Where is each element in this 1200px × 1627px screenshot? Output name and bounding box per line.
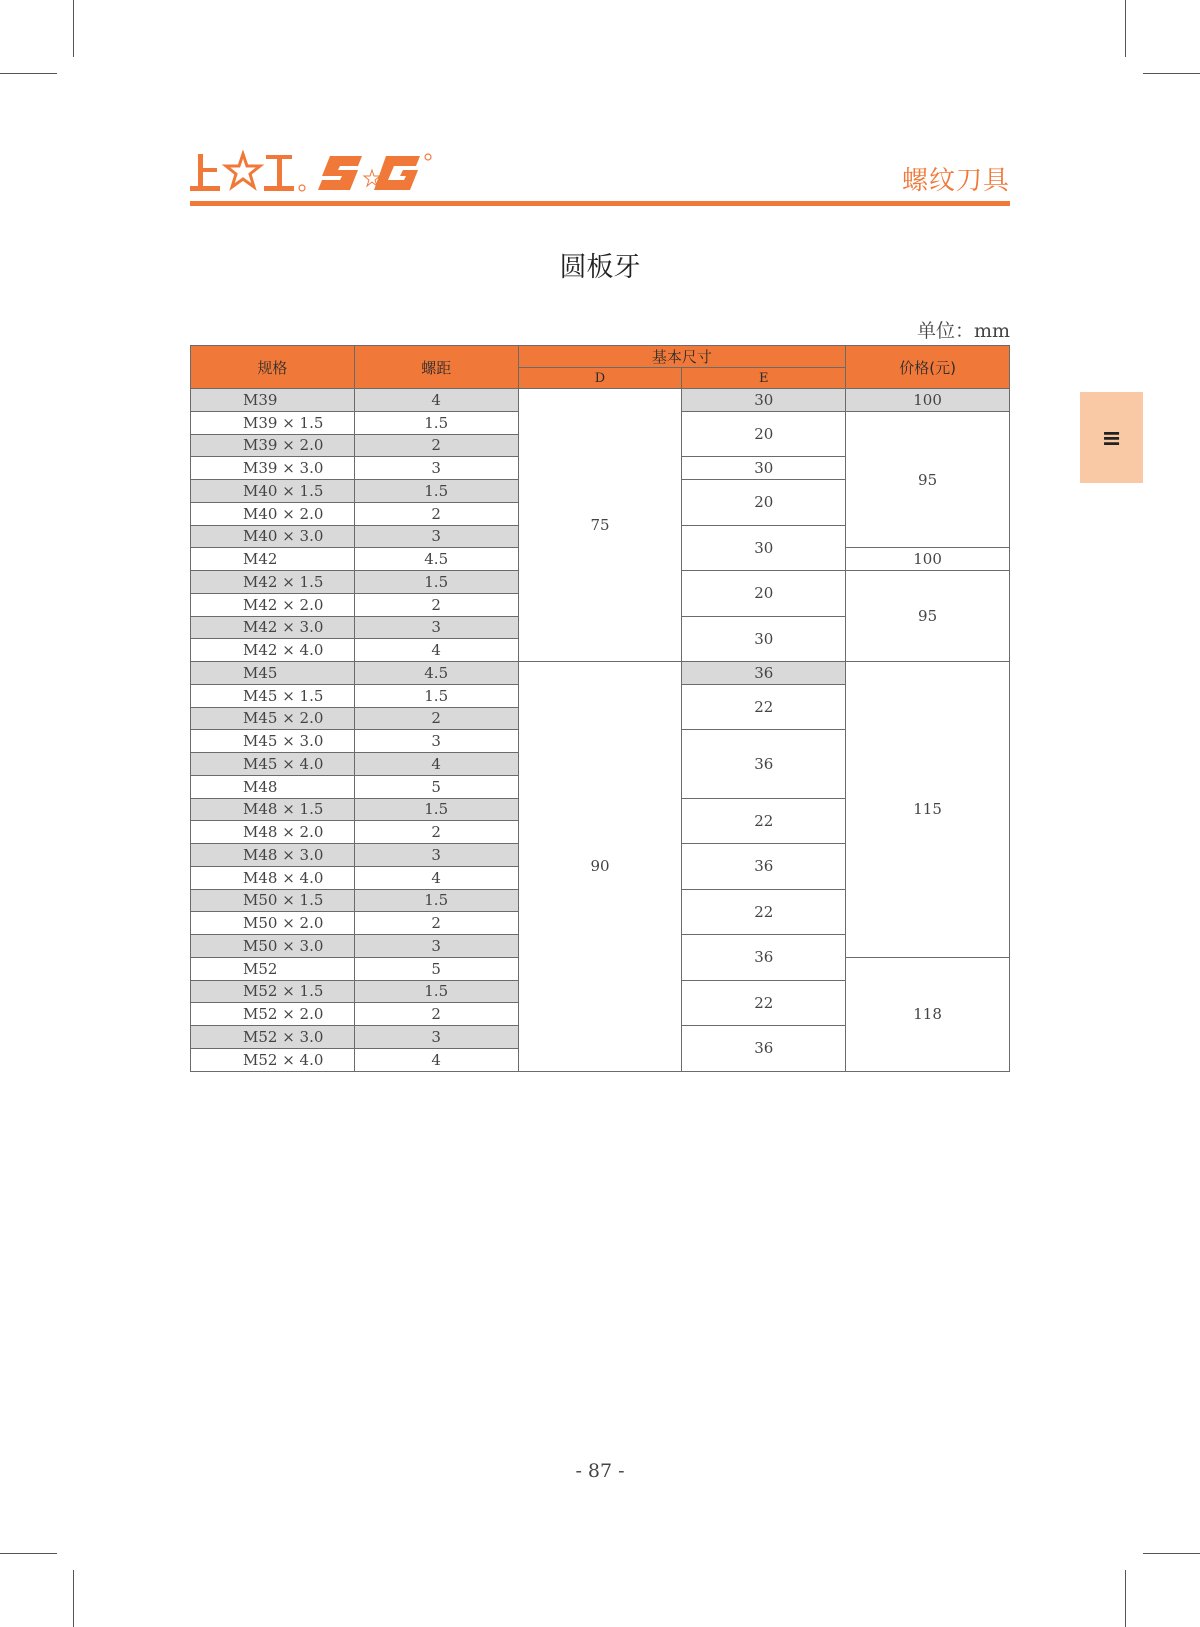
- e-cell: 20: [682, 411, 846, 457]
- e-cell: 30: [682, 457, 846, 480]
- side-tab[interactable]: [1080, 392, 1143, 483]
- e-cell: 20: [682, 480, 846, 526]
- pitch-cell: 2: [354, 1003, 518, 1026]
- price-cell: 115: [846, 662, 1010, 958]
- pitch-cell: 3: [354, 616, 518, 639]
- pitch-cell: 3: [354, 730, 518, 753]
- e-cell: 36: [682, 844, 846, 890]
- spec-cell: M52 × 2.0: [191, 1003, 355, 1026]
- unit-label: 单位：mm: [916, 320, 1010, 342]
- spec-cell: M42 × 3.0: [191, 616, 355, 639]
- pitch-cell: 4: [354, 753, 518, 776]
- pitch-cell: 3: [354, 1026, 518, 1049]
- spec-cell: M50 × 2.0: [191, 912, 355, 935]
- e-cell: 30: [682, 525, 846, 571]
- spec-cell: M50 × 1.5: [191, 889, 355, 912]
- crop-mark: [73, 0, 74, 57]
- price-cell: 100: [846, 548, 1010, 571]
- spec-cell: M50 × 3.0: [191, 935, 355, 958]
- pitch-cell: 1.5: [354, 411, 518, 434]
- price-cell: 95: [846, 411, 1010, 548]
- spec-cell: M45 × 2.0: [191, 707, 355, 730]
- pitch-cell: 3: [354, 935, 518, 958]
- spec-cell: M40 × 1.5: [191, 480, 355, 503]
- header-price: 价格(元): [846, 346, 1010, 389]
- pitch-cell: 1.5: [354, 571, 518, 594]
- pitch-cell: 5: [354, 957, 518, 980]
- pitch-cell: 1.5: [354, 480, 518, 503]
- e-cell: 20: [682, 571, 846, 617]
- price-cell: 100: [846, 389, 1010, 412]
- d-cell: 75: [518, 389, 682, 662]
- spec-cell: M40 × 2.0: [191, 502, 355, 525]
- e-cell: 36: [682, 1026, 846, 1072]
- pitch-cell: 5: [354, 775, 518, 798]
- spec-cell: M52 × 3.0: [191, 1026, 355, 1049]
- pitch-cell: 4: [354, 866, 518, 889]
- crop-mark: [1143, 73, 1200, 74]
- pitch-cell: 1.5: [354, 798, 518, 821]
- crop-mark: [0, 73, 57, 74]
- pitch-cell: 2: [354, 593, 518, 616]
- crop-mark: [1143, 1553, 1200, 1554]
- header-e: E: [682, 368, 846, 389]
- spec-cell: M45: [191, 662, 355, 685]
- spec-cell: M52 × 1.5: [191, 980, 355, 1003]
- price-cell: 95: [846, 571, 1010, 662]
- pitch-cell: 2: [354, 434, 518, 457]
- spec-cell: M48 × 2.0: [191, 821, 355, 844]
- e-cell: 22: [682, 980, 846, 1026]
- table-row: [191, 389, 1010, 412]
- spec-cell: M45 × 3.0: [191, 730, 355, 753]
- pitch-cell: 4.5: [354, 548, 518, 571]
- crop-mark: [73, 1570, 74, 1627]
- page-number: - 87 -: [575, 1460, 625, 1482]
- spec-cell: M39 × 3.0: [191, 457, 355, 480]
- spec-cell: M52: [191, 957, 355, 980]
- header-divider: [190, 201, 1010, 206]
- pitch-cell: 1.5: [354, 684, 518, 707]
- crop-mark: [1125, 1570, 1126, 1627]
- menu-icon: ≡: [1101, 423, 1122, 452]
- header-d: D: [518, 368, 682, 389]
- spec-cell: M39: [191, 389, 355, 412]
- e-cell: 22: [682, 684, 846, 730]
- header-spec: 规格: [191, 346, 355, 389]
- pitch-cell: 1.5: [354, 980, 518, 1003]
- pitch-cell: 2: [354, 707, 518, 730]
- pitch-cell: 3: [354, 525, 518, 548]
- spec-cell: M42 × 1.5: [191, 571, 355, 594]
- spec-cell: M40 × 3.0: [191, 525, 355, 548]
- company-logo: [190, 150, 440, 195]
- pitch-cell: 4: [354, 389, 518, 412]
- e-cell: 22: [682, 798, 846, 844]
- pitch-cell: 2: [354, 912, 518, 935]
- spec-cell: M48 × 3.0: [191, 844, 355, 867]
- pitch-cell: 3: [354, 844, 518, 867]
- spec-cell: M48 × 1.5: [191, 798, 355, 821]
- spec-cell: M48 × 4.0: [191, 866, 355, 889]
- spec-cell: M42: [191, 548, 355, 571]
- spec-cell: M45 × 4.0: [191, 753, 355, 776]
- spec-cell: M42 × 2.0: [191, 593, 355, 616]
- e-cell: 30: [682, 616, 846, 662]
- e-cell: 30: [682, 389, 846, 412]
- header-basic-dims: 基本尺寸: [518, 346, 846, 368]
- e-cell: 36: [682, 662, 846, 685]
- d-cell: 90: [518, 662, 682, 1072]
- spec-cell: M42 × 4.0: [191, 639, 355, 662]
- spec-cell: M39 × 2.0: [191, 434, 355, 457]
- pitch-cell: 4.5: [354, 662, 518, 685]
- pitch-cell: 4: [354, 639, 518, 662]
- category-title: 螺纹刀具: [901, 166, 1010, 196]
- crop-mark: [1125, 0, 1126, 57]
- price-cell: 118: [846, 957, 1010, 1071]
- e-cell: 36: [682, 935, 846, 981]
- spec-cell: M45 × 1.5: [191, 684, 355, 707]
- spec-cell: M48: [191, 775, 355, 798]
- pitch-cell: 4: [354, 1048, 518, 1071]
- pitch-cell: 2: [354, 502, 518, 525]
- table-row: [191, 662, 1010, 685]
- e-cell: 36: [682, 730, 846, 798]
- header-pitch: 螺距: [354, 346, 518, 389]
- page-title: 圆板牙: [559, 252, 641, 283]
- pitch-cell: 3: [354, 457, 518, 480]
- spec-cell: M39 × 1.5: [191, 411, 355, 434]
- spec-table: [190, 345, 1010, 1072]
- spec-cell: M52 × 4.0: [191, 1048, 355, 1071]
- pitch-cell: 2: [354, 821, 518, 844]
- e-cell: 22: [682, 889, 846, 935]
- pitch-cell: 1.5: [354, 889, 518, 912]
- crop-mark: [0, 1553, 57, 1554]
